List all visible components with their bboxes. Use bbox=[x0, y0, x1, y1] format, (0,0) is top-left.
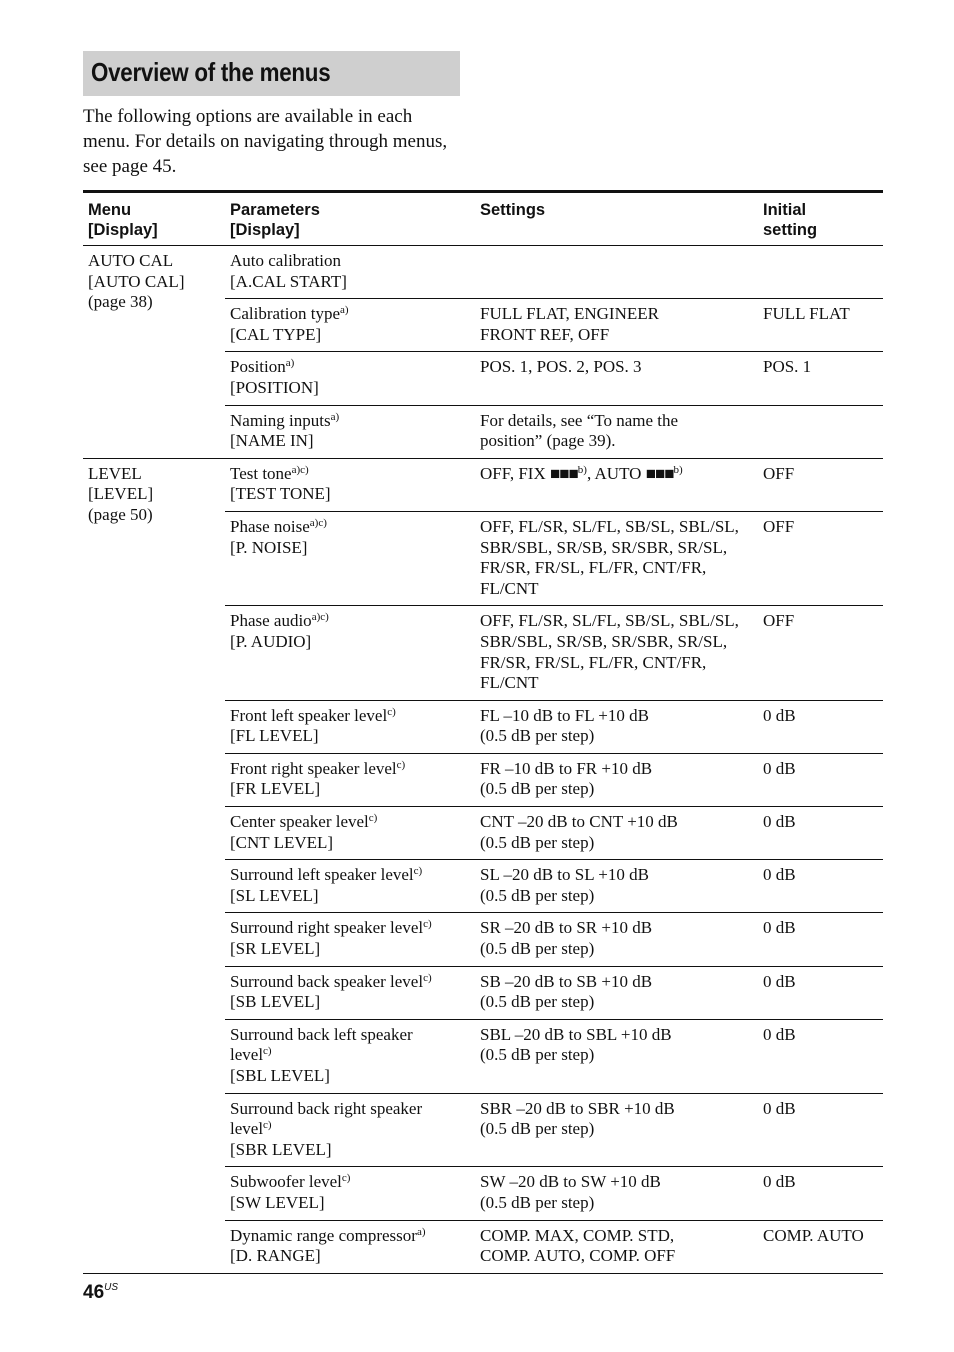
parameter-name: Phase noise bbox=[230, 516, 310, 536]
footnote-marker: c) bbox=[423, 918, 432, 931]
settings-cell bbox=[475, 807, 758, 860]
page-number: $46^{US}$ bbox=[83, 1282, 119, 1303]
parameter-cell bbox=[225, 1220, 475, 1273]
parameter-name: Subwoofer level bbox=[230, 1172, 342, 1192]
text-line: (0.5 dB per step) bbox=[480, 726, 595, 746]
text-line: SL –20 dB to SL +10 dB bbox=[480, 865, 649, 885]
footnote-marker: a) bbox=[340, 304, 349, 317]
parameter-display: [P. AUDIO] bbox=[230, 631, 312, 651]
initial-setting-cell: OFF bbox=[763, 463, 795, 483]
text-line: SBR/SBL, SR/SB, SR/SBR, SR/SL, bbox=[480, 631, 728, 651]
text-line: For details, see “To name the bbox=[480, 410, 679, 430]
parameter-name: Center speaker level bbox=[230, 812, 369, 832]
section-title-bar bbox=[83, 51, 460, 96]
settings-cell bbox=[475, 753, 758, 806]
text-line: COMP. AUTO, COMP. OFF bbox=[480, 1246, 676, 1266]
initial-setting-cell bbox=[758, 405, 883, 458]
parameter-display: [SR LEVEL] bbox=[230, 939, 321, 959]
initial-setting-cell: POS. 1 bbox=[763, 357, 812, 377]
parameter-name: Naming inputs bbox=[230, 410, 331, 430]
text-line: (0.5 dB per step) bbox=[480, 885, 595, 905]
initial-setting-cell: 0 dB bbox=[763, 1098, 796, 1118]
settings-cell bbox=[475, 352, 758, 405]
menu-line: [LEVEL] bbox=[88, 484, 154, 504]
parameter-display: [FL LEVEL] bbox=[230, 726, 319, 746]
parameter-name: Surround right speaker level bbox=[230, 918, 424, 938]
parameter-display: [FR LEVEL] bbox=[230, 779, 321, 799]
initial-setting-cell: 0 dB bbox=[763, 971, 796, 991]
menu-cell bbox=[83, 246, 225, 459]
text-line: COMP. MAX, COMP. STD, bbox=[480, 1225, 675, 1245]
text-line: SBR/SBL, SR/SB, SR/SBR, SR/SL, bbox=[480, 537, 728, 557]
parameter-display: [SBR LEVEL] bbox=[230, 1139, 332, 1159]
menu-overview-table bbox=[83, 190, 883, 1274]
text-line: (0.5 dB per step) bbox=[480, 992, 595, 1012]
footnote-marker: c) bbox=[423, 971, 432, 984]
table-row bbox=[83, 246, 883, 299]
initial-setting-cell: OFF bbox=[763, 611, 795, 631]
text-line: SB –20 dB to SB +10 dB bbox=[480, 971, 653, 991]
parameter-cell bbox=[225, 966, 475, 1019]
parameter-display: [A.CAL START] bbox=[230, 271, 347, 291]
settings-cell bbox=[475, 1019, 758, 1093]
settings-cell bbox=[475, 1167, 758, 1220]
parameter-display: [SW LEVEL] bbox=[230, 1192, 325, 1212]
text-line: (0.5 dB per step) bbox=[480, 939, 595, 959]
parameter-cell bbox=[225, 860, 475, 913]
parameter-cell bbox=[225, 1093, 475, 1167]
settings-cell bbox=[475, 405, 758, 458]
text-line: (0.5 dB per step) bbox=[480, 1119, 595, 1139]
initial-setting-cell: OFF bbox=[763, 516, 795, 536]
parameter-name: Dynamic range compressor bbox=[230, 1225, 417, 1245]
header-menu: Menu [Display] bbox=[88, 201, 158, 239]
parameter-display: [SBL LEVEL] bbox=[230, 1066, 330, 1085]
parameter-cell bbox=[225, 1019, 475, 1093]
text-line: FR –10 dB to FR +10 dB bbox=[480, 758, 653, 778]
footnote-marker: b) bbox=[673, 463, 683, 476]
footnote-marker: c) bbox=[387, 705, 396, 718]
parameter-name: Front right speaker level bbox=[230, 758, 397, 778]
settings-cell bbox=[475, 299, 758, 352]
parameter-display: [SL LEVEL] bbox=[230, 885, 319, 905]
text-line: FULL FLAT, ENGINEER bbox=[480, 304, 659, 324]
header-parameters: Parameters [Display] bbox=[230, 201, 320, 239]
page-title: Overview of the menus bbox=[91, 57, 331, 87]
menu-cell bbox=[83, 458, 225, 1273]
intro-paragraph: The following options are available in each menu. For details on navigating through menus, see page 45. bbox=[83, 106, 448, 177]
footnote-marker: c) bbox=[368, 812, 378, 825]
footnote-marker: a) bbox=[330, 410, 340, 423]
parameter-display: [CNT LEVEL] bbox=[230, 832, 334, 852]
parameter-cell bbox=[225, 458, 475, 511]
text-line: OFF, FL/SR, SL/FL, SB/SL, SBL/SL, bbox=[480, 611, 739, 631]
parameter-display: [NAME IN] bbox=[230, 431, 314, 451]
parameter-name: level bbox=[230, 1119, 264, 1139]
parameter-name: Phase audio bbox=[230, 611, 312, 631]
footnote-marker: a) bbox=[416, 1225, 426, 1238]
parameter-cell bbox=[225, 913, 475, 966]
text-line: SR –20 dB to SR +10 dB bbox=[480, 918, 653, 938]
initial-setting-cell: 0 dB bbox=[763, 918, 796, 938]
settings-text: , AUTO bbox=[586, 463, 646, 483]
text-line: FL/CNT bbox=[480, 578, 539, 598]
parameter-name: Surround back left speaker bbox=[230, 1024, 413, 1044]
initial-setting-cell: 0 dB bbox=[763, 705, 796, 725]
table-header-row bbox=[83, 192, 883, 246]
parameter-name: Test tone bbox=[230, 463, 292, 483]
header-initial-setting: Initial setting bbox=[763, 201, 818, 239]
parameter-name: Calibration type bbox=[230, 304, 341, 324]
parameter-name: Position bbox=[230, 357, 286, 377]
footnote-marker: a)c) bbox=[291, 463, 309, 476]
menu-line: (page 38) bbox=[88, 292, 153, 312]
parameter-name: Surround back speaker level bbox=[230, 971, 424, 991]
parameter-cell bbox=[225, 352, 475, 405]
parameter-cell bbox=[225, 299, 475, 352]
text-line: SBR –20 dB to SBR +10 dB bbox=[480, 1098, 675, 1118]
footnote-marker: a) bbox=[285, 357, 295, 370]
parameter-cell bbox=[225, 246, 475, 299]
settings-cell bbox=[475, 1220, 758, 1273]
initial-setting-cell: COMP. AUTO bbox=[763, 1225, 864, 1245]
parameter-display: [CAL TYPE] bbox=[230, 324, 322, 344]
text-line: POS. 1, POS. 2, POS. 3 bbox=[480, 357, 642, 377]
menu-line: LEVEL bbox=[88, 463, 142, 483]
text-line: FRONT REF, OFF bbox=[480, 324, 610, 344]
settings-cell bbox=[475, 606, 758, 700]
parameter-cell bbox=[225, 405, 475, 458]
table-body bbox=[83, 246, 883, 1274]
parameter-name: Surround back right speaker bbox=[230, 1098, 423, 1118]
header-settings: Settings bbox=[480, 201, 546, 219]
parameter-cell bbox=[225, 753, 475, 806]
parameter-cell bbox=[225, 511, 475, 605]
footnote-marker: a)c) bbox=[311, 611, 329, 624]
menu-line: (page 50) bbox=[88, 504, 153, 524]
placeholder-blocks: ■■■ bbox=[645, 463, 674, 483]
parameter-display: [P. NOISE] bbox=[230, 537, 308, 557]
text-line: position” (page 39). bbox=[480, 431, 616, 451]
placeholder-blocks: ■■■ bbox=[549, 463, 578, 483]
settings-cell bbox=[475, 860, 758, 913]
text-line: (0.5 dB per step) bbox=[480, 1045, 595, 1065]
footnote-marker: c) bbox=[263, 1045, 272, 1058]
initial-setting-cell: 0 dB bbox=[763, 1024, 796, 1044]
text-line: SBL –20 dB to SBL +10 dB bbox=[480, 1024, 672, 1044]
footnote-marker: a)c) bbox=[309, 516, 327, 529]
settings-cell bbox=[475, 913, 758, 966]
text-line: SW –20 dB to SW +10 dB bbox=[480, 1172, 661, 1192]
text-line: (0.5 dB per step) bbox=[480, 779, 595, 799]
parameter-name: level bbox=[230, 1045, 264, 1065]
parameter-name: Surround left speaker level bbox=[230, 865, 414, 885]
parameter-name: Front left speaker level bbox=[230, 705, 388, 725]
table-row bbox=[83, 458, 883, 511]
footnote-marker: b) bbox=[577, 463, 587, 476]
text-line: FR/SR, FR/SL, FL/FR, CNT/FR, bbox=[480, 558, 707, 578]
initial-setting-cell: FULL FLAT bbox=[763, 304, 850, 324]
initial-setting-cell: 0 dB bbox=[763, 1172, 796, 1192]
parameter-cell bbox=[225, 700, 475, 753]
parameter-cell bbox=[225, 807, 475, 860]
settings-text: OFF, FIX bbox=[480, 463, 550, 483]
menu-line: [AUTO CAL] bbox=[88, 271, 185, 291]
initial-setting-cell: 0 dB bbox=[763, 865, 796, 885]
parameter-name: Auto calibration bbox=[230, 251, 341, 270]
initial-setting-cell: 0 dB bbox=[763, 758, 796, 778]
text-line: FL –10 dB to FL +10 dB bbox=[480, 705, 649, 725]
initial-setting-cell bbox=[758, 246, 883, 299]
settings-cell bbox=[475, 1093, 758, 1167]
menu-line: AUTO CAL bbox=[88, 251, 174, 270]
footnote-marker: c) bbox=[341, 1172, 351, 1185]
text-line: (0.5 dB per step) bbox=[480, 832, 595, 852]
text-line: OFF, FL/SR, SL/FL, SB/SL, SBL/SL, bbox=[480, 516, 739, 536]
parameter-cell bbox=[225, 606, 475, 700]
text-line: (0.5 dB per step) bbox=[480, 1192, 595, 1212]
initial-setting-cell: 0 dB bbox=[763, 812, 796, 832]
footnote-marker: c) bbox=[396, 758, 406, 771]
footnote-marker: c) bbox=[413, 865, 423, 878]
settings-cell bbox=[475, 700, 758, 753]
settings-cell bbox=[475, 246, 758, 299]
text-line: FR/SR, FR/SL, FL/FR, CNT/FR, bbox=[480, 652, 707, 672]
parameter-cell bbox=[225, 1167, 475, 1220]
text-line: CNT –20 dB to CNT +10 dB bbox=[480, 812, 678, 832]
settings-cell bbox=[475, 511, 758, 605]
settings-cell bbox=[475, 966, 758, 1019]
parameter-display: [TEST TONE] bbox=[230, 484, 331, 504]
parameter-display: [SB LEVEL] bbox=[230, 992, 321, 1012]
parameter-display: [D. RANGE] bbox=[230, 1246, 321, 1266]
footnote-marker: c) bbox=[263, 1119, 272, 1132]
text-line: FL/CNT bbox=[480, 673, 539, 693]
parameter-display: [POSITION] bbox=[230, 377, 319, 397]
settings-cell bbox=[475, 458, 758, 511]
